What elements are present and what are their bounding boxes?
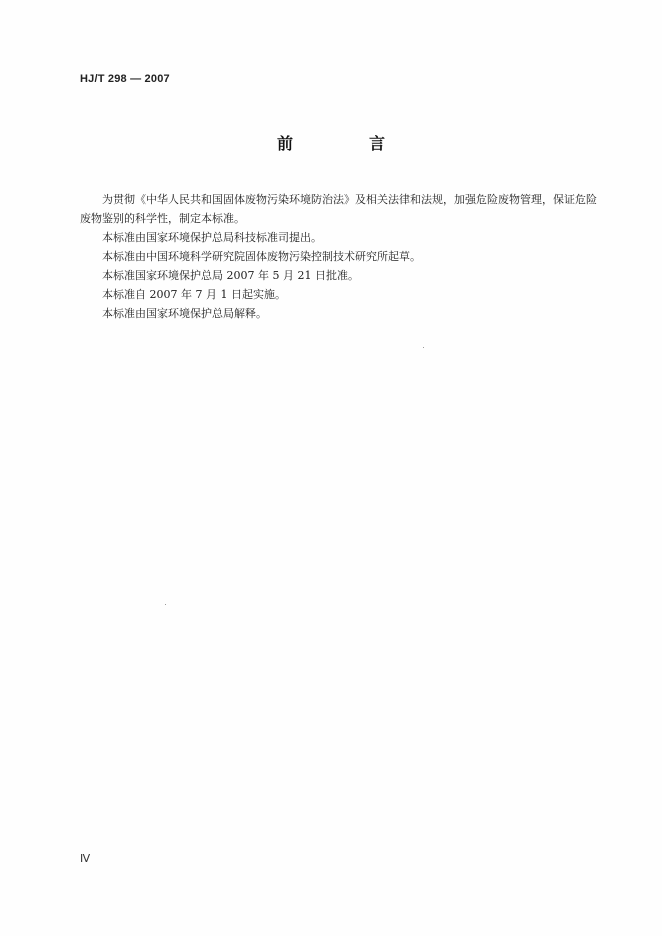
paragraph-interpretation: 本标准由国家环境保护总局解释。 bbox=[102, 307, 267, 320]
paragraph-effective-date: 本标准自 2007 年 7 月 1 日起实施。 bbox=[102, 288, 286, 301]
paragraph-purpose: 为贯彻《中华人民共和国固体废物污染环境防治法》及相关法律和法规，加强危险废物管理，保证危险废物鉴别的科学性，制定本标准。 bbox=[80, 193, 597, 225]
paragraph-proposer: 本标准由国家环境保护总局科技标准司提出。 bbox=[102, 231, 322, 244]
foreword-body bbox=[80, 190, 600, 323]
page-number: Ⅳ bbox=[80, 853, 91, 865]
page-title: 前 言 bbox=[276, 134, 415, 153]
standard-code: HJ/T 298 — 2007 bbox=[80, 73, 170, 85]
paragraph-approval: 本标准国家环境保护总局 2007 年 5 月 21 日批准。 bbox=[102, 269, 359, 282]
paragraph-drafter: 本标准由中国环境科学研究院固体废物污染控制技术研究所起草。 bbox=[102, 250, 421, 263]
scan-speck bbox=[165, 604, 166, 605]
scan-speck bbox=[423, 347, 424, 348]
